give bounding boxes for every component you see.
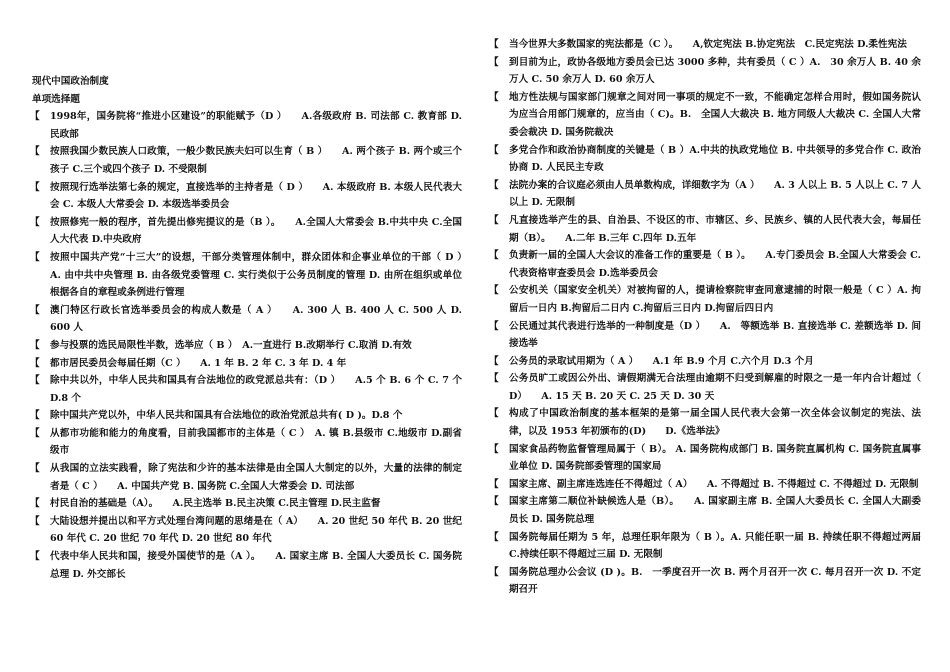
document-title: 现代中国政治制度 (32, 76, 109, 87)
question-text: 多党合作和政治协商制度的关键是（ B ）A.中共的执政党地位 B. 中共领导的多党合作 C. 政治协商 D. 人民民主专政 (509, 144, 921, 174)
question-item (489, 529, 921, 564)
question-list-right (489, 36, 921, 599)
bullet-bracket: 【 (30, 463, 40, 475)
question-item (30, 337, 462, 355)
bullet-bracket: 【 (489, 496, 499, 508)
question-item (489, 54, 921, 89)
left-column (30, 0, 482, 583)
question-text: 从都市功能和能力的角度看，目前我国都市的主体是（ C ） A. 镇 B.县级市 C.地级市 D.副省级市 (50, 427, 462, 457)
bullet-bracket: 【 (489, 531, 499, 543)
bullet-bracket: 【 (489, 39, 499, 50)
question-text: 村民自治的基础是（A）。 A.民主选举 B.民主决策 C.民主管理 D.民主监督 (50, 498, 381, 510)
bullet-bracket: 【 (489, 285, 499, 297)
bullet-bracket: 【 (30, 339, 40, 351)
question-text: 大陆设想并提出以和平方式处理台湾问题的思绪是在（ A） A. 20 世纪 50 年代 B. 20 世纪 60 年代 C. 20 世纪 70 年代 D. 20 世纪 80 年代 (50, 515, 462, 545)
bullet-bracket: 【 (30, 498, 40, 510)
question-item (489, 476, 921, 494)
question-text: 从我国的立法实践看，除了宪法和少许的基本法律是由全国人大制定的以外，大量的法律的制定者是（ C ） A. 中国共产党 B. 国务院 C.全国人大常委会 D. 司法部 (50, 463, 462, 492)
question-text: 公安机关（国家安全机关）对被拘留的人，提请检察院审查同意逮捕的时限一般是（ C ）A. 拘留后一日内 B.拘留后二日内 C.拘留后三日内 D.拘留后四日内 (509, 285, 921, 314)
question-item (489, 89, 921, 142)
question-text: 按照修宪一般的程序，首先提出修宪提议的是（B ）。 A.全国人大常委会 B.中共中央 C.全国人大代表 D.中央政府 (50, 216, 462, 246)
question-text: 国家主席第二顺位补缺候选人是（B）。 A. 国家副主席 B. 全国人大委员长 C. 全国人大副委员长 D. 国务院总理 (509, 496, 921, 526)
question-text: 都市居民委员会每届任期（C ） A. 1 年 B. 2 年 C. 3 年 D. 4 年 (50, 357, 347, 369)
bullet-bracket: 【 (30, 111, 40, 123)
bullet-bracket: 【 (30, 304, 40, 316)
question-item (489, 282, 921, 317)
question-item (489, 353, 921, 371)
question-item (30, 214, 462, 249)
question-list-left (30, 108, 482, 583)
bullet-bracket: 【 (30, 375, 40, 387)
question-text: 国务院每届任期为 5 年，总理任职年限为（ B ）。A. 只能任职一届 B. 持续任职不得超过两届 C.持续任职不得超过三届 D. 无限制 (509, 531, 921, 561)
bullet-bracket: 【 (489, 408, 499, 420)
question-text: 公民通过其代表进行选举的一种制度是（D ） A. 等额选举 B. 直接选举 C. 差额选举 D. 间接选举 (509, 320, 921, 350)
question-text: 除中国共产党以外，中华人民共和国具有合法地位的政治党派总共有( D )。D.8 个 (50, 410, 403, 422)
question-item (30, 425, 462, 460)
question-text: 按照中国共产党“十三大”的设想，干部分类管理体制中，群众团体和企事业单位的干部（ D ） A. 由中共中央管理 B. 由各级党委管理 C. 实行类似于公务员制度的管理 D. 由所在组织或单位根据各自的章程或条例进行管理 (50, 251, 482, 299)
bullet-bracket: 【 (30, 216, 40, 228)
question-item (489, 405, 921, 440)
bullet-bracket: 【 (489, 250, 499, 262)
bullet-bracket: 【 (489, 91, 499, 103)
question-item (489, 493, 921, 528)
bullet-bracket: 【 (489, 443, 499, 455)
question-text: 按照现行选举法第七条的规定，直接选举的主持者是（ D ） A. 本级政府 B. 本级人民代表大会 C. 本级人大常委会 D. 本级选举委员会 (50, 181, 462, 211)
bullet-bracket: 【 (489, 373, 499, 385)
question-item (489, 247, 921, 282)
bullet-bracket: 【 (30, 357, 40, 369)
question-text: 到目前为止，政协各级地方委员会已达 3000 多种，共有委员（ C ）A. 30 余万人 B. 40 余万人 C. 50 余万人 D. 60 余万人 (509, 56, 921, 86)
question-text: 国家食品药物监督管理局属于（ B）。 A. 国务院构成部门 B. 国务院直属机构 C. 国务院直属事业单位 D. 国务院部委管理的国家局 (509, 443, 921, 473)
question-text: 地方性法规与国家部门规章之间对同一事项的规定不一致，不能确定怎样合用时，假如国务院认为应当合用部门规章的，应当由（ C)。B. 全国人大裁决 B. 地方同级人大裁决 C. 全国人大常委会裁决 D. 国务院裁决 (509, 91, 921, 138)
bullet-bracket: 【 (489, 144, 499, 156)
question-item (30, 143, 462, 178)
bullet-bracket: 【 (489, 320, 499, 332)
question-item (489, 142, 921, 177)
question-item (30, 179, 462, 214)
question-item (30, 513, 462, 548)
bullet-bracket: 【 (30, 146, 40, 158)
question-item (30, 108, 462, 143)
question-item (489, 36, 921, 54)
question-item (489, 564, 921, 599)
question-text: 国务院总理办公会议 (D )。B. 一季度召开一次 B. 两个月召开一次 C. 每月召开一次 D. 不定期召开 (509, 566, 921, 596)
question-text: 国家主席、副主席连选连任不得超过（ A） A. 不得超过 B. 不得超过 C. 不得超过 D. 无限制 (509, 478, 919, 490)
bullet-bracket: 【 (489, 566, 499, 578)
question-text: 负责新一届的全国人大会议的准备工作的重要是（ B ）。 A.专门委员会 B.全国人大常委会 C.代表资格审查委员会 D.选举委员会 (509, 250, 921, 279)
question-item (30, 302, 462, 337)
question-item (30, 372, 462, 407)
question-item (489, 212, 921, 247)
bullet-bracket: 【 (489, 478, 499, 490)
question-item (489, 370, 921, 405)
bullet-bracket: 【 (489, 214, 499, 226)
question-item (30, 495, 462, 513)
question-item (30, 460, 462, 495)
question-text: 公务员旷工或因公外出、请假期满无合法理由逾期不归受到解雇的时限之一是一年内合计超过（ D） A. 15 天 B. 20 天 C. 25 天 D. 30 天 (509, 373, 921, 402)
bullet-bracket: 【 (30, 251, 40, 263)
question-text: 当今世界大多数国家的宪法都是（C ）。 A,钦定宪法 B.协定宪法 C.民定宪法 D.柔性宪法 (509, 39, 907, 50)
bullet-bracket: 【 (30, 551, 40, 563)
question-text: 参与投票的选民局限性半数，选举应（ B ） A.一直进行 B.改期举行 C.取消 D.有效 (50, 339, 412, 351)
question-text: 除中共以外，中华人民共和国具有合法地位的政党派总共有：（D ） A.5 个 B. 6 个 C. 7 个 D.8 个 (50, 375, 462, 404)
question-item (30, 407, 462, 425)
bullet-bracket: 【 (30, 410, 40, 422)
question-text: 代表中华人民共和国，接受外国使节的是（A ）。 A. 国家主席 B. 全国人大委员长 C. 国务院总理 D. 外交部长 (50, 551, 462, 580)
question-item (30, 355, 462, 373)
question-item (30, 548, 462, 583)
right-column (489, 36, 921, 599)
question-item (489, 318, 921, 353)
bullet-bracket: 【 (30, 427, 40, 439)
question-text: 澳门特区行政长官选举委员会的构成人数是（ A ） A. 300 人 B. 400 人 C. 500 人 D. 600 人 (50, 304, 462, 334)
bullet-bracket: 【 (30, 181, 40, 193)
bullet-bracket: 【 (489, 179, 499, 191)
question-item (30, 249, 482, 302)
bullet-bracket: 【 (489, 56, 499, 68)
section-heading: 单项选择题 (32, 93, 80, 105)
question-item (489, 441, 921, 476)
question-text: 构成了中国政治制度的基本框架的是第一届全国人民代表大会第一次全体会议制定的宪法、法律，以及 1953 年初颁布的(D) D.《选举法》 (509, 408, 921, 438)
question-text: 1998年，国务院将“推进小区建设”的职能赋予（D ） A.各级政府 B. 司法部 C. 教育部 D. 民政部 (50, 111, 462, 140)
question-text: 公务员的录取试用期为（ A ） A.1 年 B.9 个月 C.六个月 D.3 个月 (509, 355, 814, 367)
question-text: 凡直接选举产生的县、自治县、不设区的市、市辖区、乡、民族乡、镇的人民代表大会，每届任期（B）。 A.二年 B.三年 C.四年 D.五年 (509, 214, 921, 244)
bullet-bracket: 【 (30, 515, 40, 527)
bullet-bracket: 【 (489, 355, 499, 367)
question-text: 按照我国少数民族人口政策，一般少数民族夫妇可以生育（ B ） A. 两个孩子 B. 两个或三个孩子 C.三个或四个孩子 D. 不受限制 (50, 146, 462, 175)
question-item (489, 177, 921, 212)
question-text: 法院办案的合议庭必须由人员单数构成，详细数字为（A ） A. 3 人以上 B. 5 人以上 C. 7 人以上 D. 无限制 (509, 179, 921, 209)
